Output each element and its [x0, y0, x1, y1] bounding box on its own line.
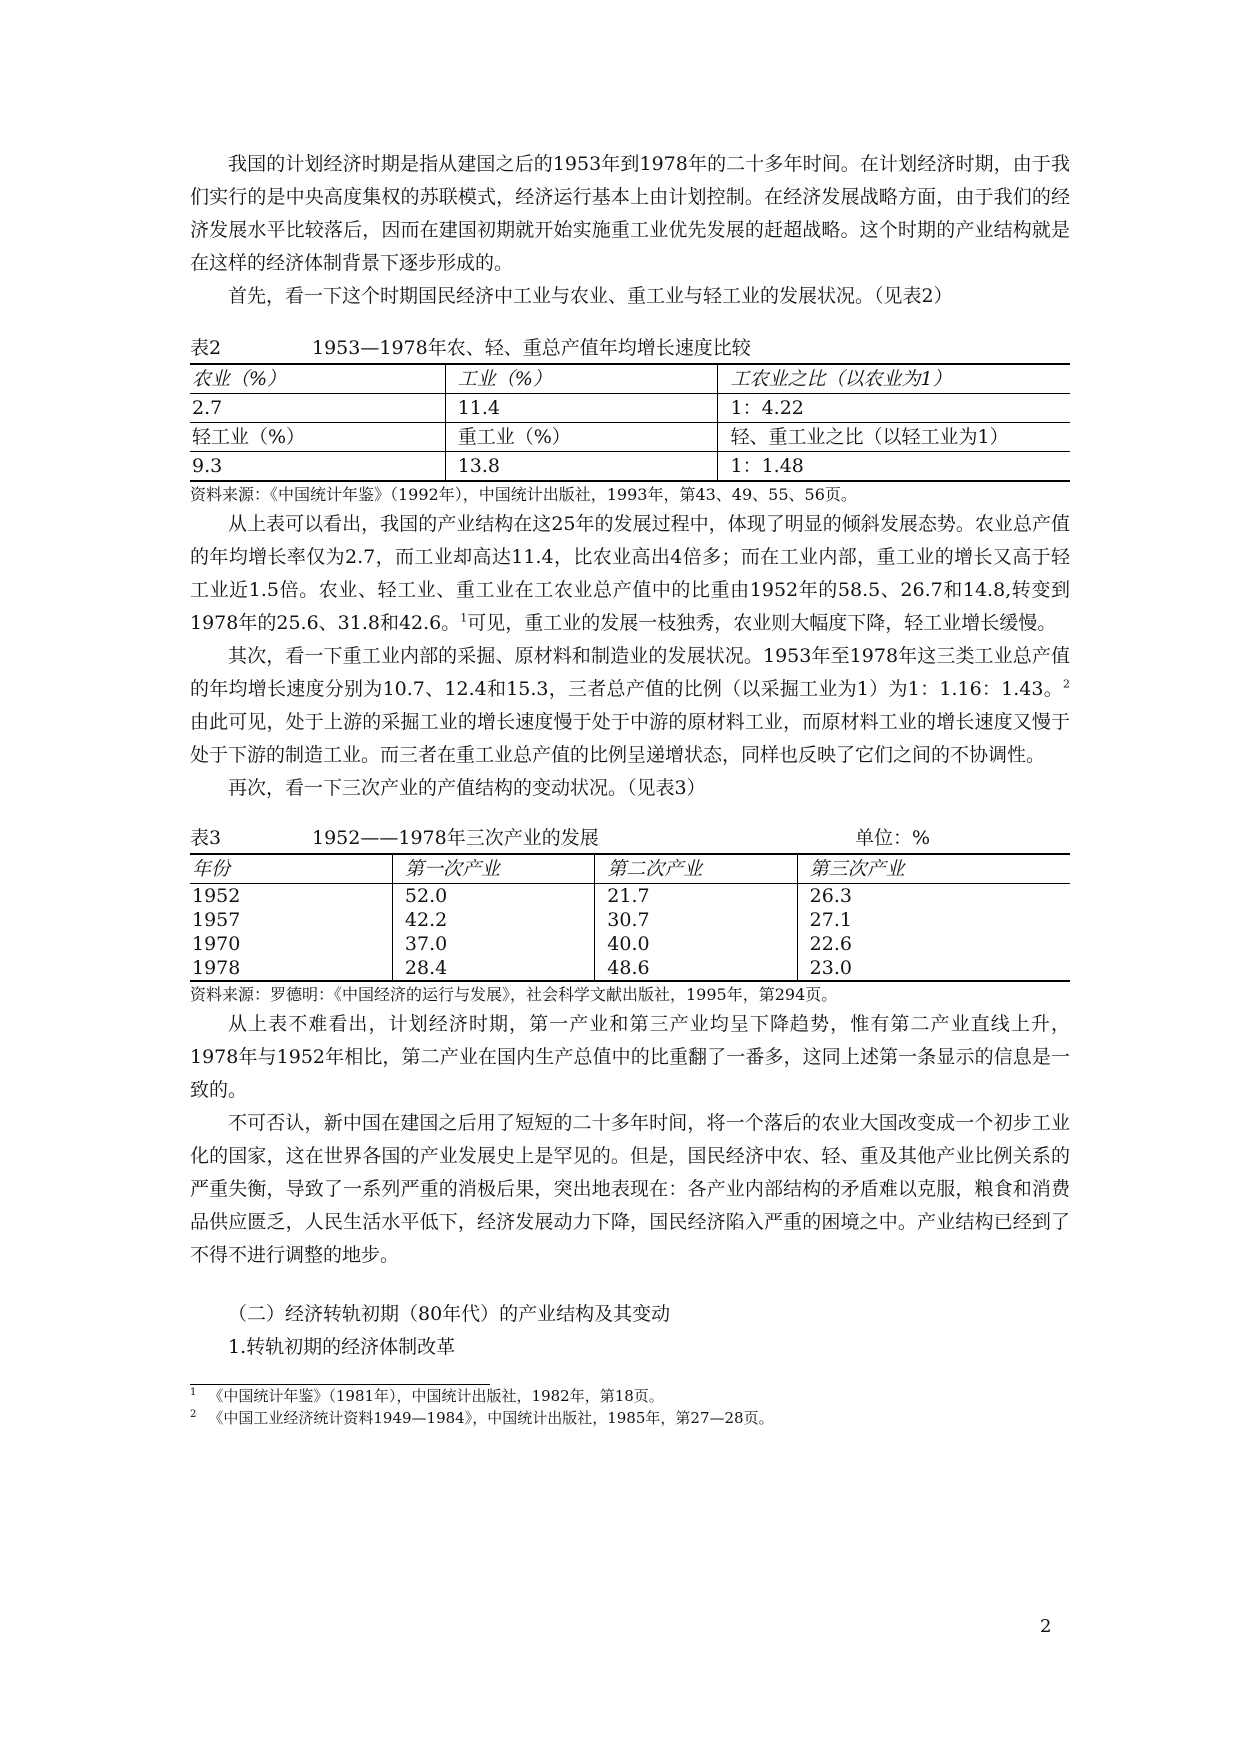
table3-title: 1952——1978年三次产业的发展: [312, 827, 599, 849]
table-cell: 28.4: [392, 956, 594, 981]
table-cell: 30.7: [595, 908, 797, 932]
table-cell: 1970: [192, 933, 241, 955]
table-cell: 26.3: [797, 884, 1070, 909]
table-cell: 1：4.22: [718, 394, 1070, 423]
table-cell: 1957: [192, 909, 241, 931]
table-cell: 21.7: [595, 884, 797, 909]
table-header-row: [190, 364, 1070, 394]
footnote-ref: 2: [1063, 677, 1070, 691]
table2-number: 表2: [190, 337, 222, 359]
footnote-mark: 2: [190, 1409, 197, 1420]
footnote-text: 《中国工业经济统计资料1949—1984》，中国统计出版社，1985年，第27—28页。: [208, 1409, 774, 1427]
table3-caption: [190, 823, 1070, 853]
page-body: [190, 148, 1070, 1429]
table-header-cell: 年份: [190, 854, 392, 884]
table-header-cell: 工业（%）: [445, 364, 718, 394]
paragraph-intro: 我国的计划经济时期是指从建国之后的1953年到1978年的二十多年时间。在计划经济时期，由于我们实行的是中央高度集权的苏联模式，经济运行基本上由计划控制。在经济发展战略方面，由于我们的经济发展水平比较落后，因而在建国初期就开始实施重工业优先发展的赶超战略。这个时期的产业结构就是在这样的经济体制背景下逐步形成的。: [190, 153, 1070, 274]
table-header-cell: 农业（%）: [192, 368, 287, 390]
table2-title: 1953—1978年农、轻、重总产值年均增长速度比较: [312, 337, 751, 359]
footnote: [190, 1385, 1070, 1407]
table-cell: 1：1.48: [718, 452, 1070, 482]
paragraph-text: 从上表可以看出，我国的产业结构在这25年的发展过程中，体现了明显的倾斜发展态势。农业总产值的年均增长率仅为2.7，而工业却高达11.4，比农业高出4倍多；而在工业内部，重工业的增长又高于轻工业近1.5倍。农业、轻工业、重工业在工农业总产值中的比重由1952年的58.5、26.7和14.8,转变到1978年的25.6、31.8和42.6。: [190, 513, 1070, 634]
table-header-cell: 第三次产业: [797, 854, 1070, 884]
table-cell: 40.0: [595, 932, 797, 956]
table-cell: 重工业（%）: [445, 423, 718, 452]
table-header-row: [190, 854, 1070, 884]
paragraph-text: 由此可见，处于上游的采掘工业的增长速度慢于处于中游的原材料工业，而原材料工业的增长速度又慢于处于下游的制造工业。而三者在重工业总产值的比例呈递增状态，同样也反映了它们之间的不协调性。: [190, 711, 1070, 766]
subsection-heading: 1.转轨初期的经济体制改革: [228, 1336, 456, 1358]
table3-unit: 单位：%: [855, 827, 931, 849]
table-header-cell: 工农业之比（以农业为1）: [718, 364, 1070, 394]
table-cell: 48.6: [595, 956, 797, 981]
table-row: [190, 932, 1070, 956]
table-cell: 轻、重工业之比（以轻工业为1）: [718, 423, 1070, 452]
footnote-ref: 1: [460, 611, 468, 625]
table-cell: 9.3: [190, 452, 445, 482]
paragraph-table3-analysis: 从上表不难看出，计划经济时期，第一产业和第三产业均呈下降趋势，惟有第二产业直线上升，1978年与1952年相比，第二产业在国内生产总值中的比重翻了一番多，这同上述第一条显示的信息是一致的。: [190, 1013, 1070, 1101]
paragraph-heavy-industry: [190, 640, 1070, 772]
paragraph-text: 其次，看一下重工业内部的采掘、原材料和制造业的发展状况。1953年至1978年这三类工业总产值的年均增长速度分别为10.7、12.4和15.3，三者总产值的比例（以采掘工业为1）为1：1.16：1.43。: [190, 645, 1070, 700]
section-heading: （二）经济转轨初期（80年代）的产业结构及其变动: [228, 1303, 671, 1325]
page-number: 2: [1040, 1616, 1052, 1637]
table-header-cell: 第二次产业: [595, 854, 797, 884]
table-row: [190, 884, 1070, 909]
table-cell: 42.2: [392, 908, 594, 932]
footnote-mark: 1: [190, 1387, 197, 1398]
table2-source: 资料来源：《中国统计年鉴》（1992年），中国统计出版社，1993年，第43、49、55、56页。: [190, 485, 857, 504]
table-cell: 轻工业（%）: [190, 423, 445, 452]
table-cell: 27.1: [797, 908, 1070, 932]
table-row: [190, 394, 1070, 423]
table-row: [190, 452, 1070, 482]
table-cell: 2.7: [190, 394, 445, 423]
paragraph-table2-analysis: [190, 508, 1070, 640]
table-cell: 1978: [192, 957, 241, 979]
footnote: [190, 1407, 1070, 1429]
table-row: [190, 908, 1070, 932]
table-cell: 37.0: [392, 932, 594, 956]
table3: [190, 853, 1070, 982]
table2: [190, 363, 1070, 482]
table-cell: 1952: [192, 885, 241, 907]
table3-source: 资料来源：罗德明：《中国经济的运行与发展》，社会科学文献出版社，1995年，第294页。: [190, 985, 838, 1004]
table-header-cell: 第一次产业: [392, 854, 594, 884]
footnote-text: 《中国统计年鉴》（1981年），中国统计出版社，1982年，第18页。: [208, 1387, 664, 1405]
paragraph-text: 可见，重工业的发展一枝独秀，农业则大幅度下降，轻工业增长缓慢。: [467, 612, 1057, 634]
table-cell: 52.0: [392, 884, 594, 909]
table3-number: 表3: [190, 827, 222, 849]
table-row: [190, 423, 1070, 452]
table-cell: 23.0: [797, 956, 1070, 981]
table-cell: 22.6: [797, 932, 1070, 956]
table-cell: 13.8: [445, 452, 718, 482]
paragraph-table3-intro: 再次，看一下三次产业的产值结构的变动状况。（见表3）: [228, 777, 706, 799]
paragraph-table2-intro: 首先，看一下这个时期国民经济中工业与农业、重工业与轻工业的发展状况。（见表2）: [228, 285, 953, 307]
table2-caption: [190, 333, 1070, 363]
paragraph-conclusion: 不可否认，新中国在建国之后用了短短的二十多年时间，将一个落后的农业大国改变成一个初步工业化的国家，这在世界各国的产业发展史上是罕见的。但是，国民经济中农、轻、重及其他产业比例关系的严重失衡，导致了一系列严重的消极后果，突出地表现在：各产业内部结构的矛盾难以克服，粮食和消费品供应匮乏，人民生活水平低下，经济发展动力下降，国民经济陷入严重的困境之中。产业结构已经到了不得不进行调整的地步。: [190, 1112, 1070, 1266]
table-row: [190, 956, 1070, 981]
table-cell: 11.4: [445, 394, 718, 423]
